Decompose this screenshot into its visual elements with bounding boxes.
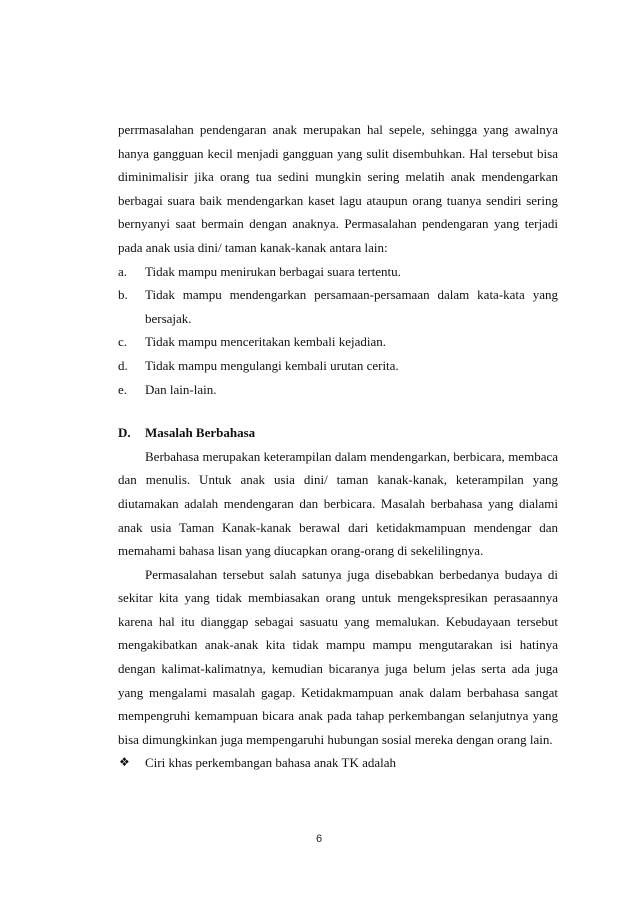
intro-paragraph: perrmasalahan pendengaran anak merupakan hal sepele, sehingga yang awalnya hanya gangguan kecil menjadi gangguan yang sulit disembuhkan. Hal tersebut bisa diminimalisir jika orang tua sedini mungkin sering melatih anak mendengarkan berbagai suara baik mendengarkan kaset lagu ataupun orang tuanya sendiri sering bernyanyi saat bermain dengan anaknya. Permasalahan pendengaran yang terjadi pada anak usia dini/ taman kanak-kanak antara lain: (118, 122, 558, 255)
list-item-text: Tidak mampu mengulangi kembali urutan cerita. (145, 357, 399, 373)
list-item (118, 378, 558, 402)
list-item-text: Tidak mampu mendengarkan persamaan-persamaan dalam kata-kata yang bersajak. (145, 287, 558, 326)
body-paragraph-2: Permasalahan tersebut salah satunya juga disebabkan berbedanya budaya di sekitar kita yang tidak membiasakan orang untuk mengekspresikan perasaannya karena hal itu dianggap sebagai sasuatu yang memalukan. Kebudayaan tersebut mengakibatkan anak-anak kita tidak mampu mampu mengutarakan isi hatinya dengan kalimat-kalimatnya, kemudian bicaranya juga belum jelas serta ada juga yang mengalami masalah gagap. Ketidakmampuan anak dalam berbahasa sangat mempengruhi kemampuan bicara anak pada tahap perkembangan selanjutnya yang bisa dimungkinkan juga mempengaruhi hubungan sosial mereka dengan orang lain. (118, 566, 558, 747)
list-item-marker: b. (118, 287, 128, 303)
diamond-bullet-icon: ❖ (119, 755, 130, 770)
list-item (118, 283, 558, 330)
list-item-text: Tidak mampu menceritakan kembali kejadian. (145, 334, 387, 350)
list-item-text: Tidak mampu menirukan berbagai suara tertentu. (145, 263, 401, 279)
section-heading (118, 421, 558, 445)
body-paragraph-1: Berbahasa merupakan keterampilan dalam mendengarkan, berbicara, membaca dan menulis. Untuk anak usia dini/ taman kanak-kanak, keterampilan yang diutamakan adalah mendengaran dan berbicara. Masalah berbahasa yang dialami anak usia Taman Kanak-kanak berawal dari ketidakmampuan mendengar dan memahami bahasa lisan yang diucapkan orang-orang di sekelilingnya. (118, 448, 558, 559)
bullet-line-text: Ciri khas perkembangan bahasa anak TK adalah (145, 755, 396, 771)
list-item (118, 354, 558, 378)
page-content (118, 118, 558, 775)
hearing-problems-list (118, 260, 558, 402)
page-number: 6 (315, 833, 323, 845)
bullet-line (118, 751, 558, 775)
section-heading-marker: D. (118, 425, 131, 441)
list-item-marker: a. (118, 263, 128, 279)
list-item (118, 330, 558, 354)
list-item-marker: c. (118, 334, 128, 350)
section-heading-title: Masalah Berbahasa (145, 425, 256, 441)
list-item-marker: e. (118, 381, 128, 397)
list-item-marker: d. (118, 357, 128, 373)
list-item-text: Dan lain-lain. (145, 381, 217, 397)
list-item (118, 260, 558, 284)
